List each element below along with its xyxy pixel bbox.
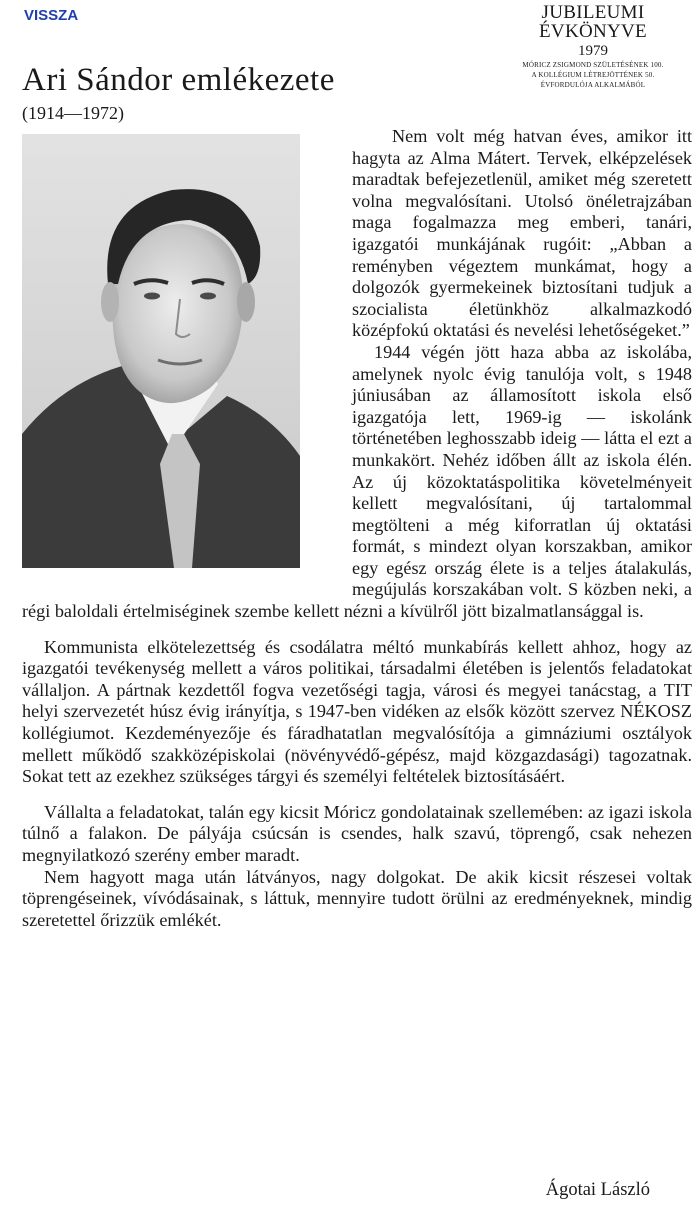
author-signature: Ágotai László [545,1180,650,1200]
yearbook-title: JUBILEUMI ÉVKÖNYVE [539,2,647,42]
yearbook-subtitle-line: A KOLLÉGIUM LÉTREJÖTTÉNEK 50. [531,71,655,80]
article-title: Ari Sándor emlékezete [22,62,335,98]
yearbook-subtitle-line: MÓRICZ ZSIGMOND SZÜLETÉSÉNEK 100. [522,61,664,69]
life-dates: (1914—1972) [22,103,124,123]
yearbook-subtitle-line: ÉVFORDULÓJA ALKALMÁBÓL [540,81,646,90]
article-paragraph: Kommunista elkötelezettség és csodálatra méltó munkabírás kellett ahhoz, hogy az igazgatói tevékenység mellett a város politikai, társadalmi életében is jelentős feladatokat vállaljon. A pártnak kezdettől fogva vezetőségi tagja, városi és megyei tanácstag, a TIT helyi szervezetét húsz évig irányítja, s 1947-ben vidéken az elsők között szervez NÉKOSZ kollégiumot. Kezdeményezője és fáradhatatlan megvalósítója a gimnáziumi osztályok mellett működő szakközépiskolai (növényvédő-gépész, majd közgazdasági) tagozatnak. Sokat tett az ezekhez szükséges tárgyi és személyi feltételek biztosításáért. [22,636,692,787]
article-paragraph: Nem hagyott maga után látványos, nagy dolgokat. De akik kicsit részesei voltak töprengéseinek, vívódásainak, s láttuk, mennyire tudott örülni az eredményeknek, mindig szeretettel őrizzük emlékét. [22,866,692,930]
portrait-wrap-space [22,126,352,588]
article-paragraph: 1944 végén jött haza abba az iskolába, amelynek nyolc évig tanulója volt, s 1948 júniusában az államosított iskola első igazgatója lett, 1969-ig — iskolánk történetében leghosszabb ideig — látta el ezt a munkakört. Nehéz időben állt az iskola élén. Az új közoktatáspolitika követelményeit kellett megvalósítani, új tartalommal megtölteni a még kiforratlan új oktatási formát, s mindezt olyan korszakban, amikor egy egész ország élete is a teljes átalakulás, megújulás korszakában volt. S közben neki, a régi baloldali értelmiséginek szembe kellett nézni a kívülről jött bizalmatlansággal is. [22,341,692,622]
back-link[interactable]: VISSZA [24,7,79,24]
article-paragraph: Nem volt még hatvan éves, amikor itt hagyta az Alma Mátert. Tervek, elképzelések maradtak befejezetlenül, amiket még szeretett volna megvalósítani. Utolsó önéletrajzában maga fogalmazza meg emberi, tanári, igazgatói munkájának rugóit: „Abban a reményben végeztem munkámat, hogy a dolgozók gyermekeinek biztosítani tudjuk a szocialista életünkhöz alkalmazkodó középfokú oktatási és nevelési lehetőségeket.” [352,126,692,341]
article-body [22,126,692,931]
yearbook-year: 1979 [578,43,608,59]
yearbook-masthead [494,3,692,89]
article-paragraph: Vállalta a feladatokat, talán egy kicsit Móricz gondolatainak szellemében: az igazi iskola túlnő a falakon. De pályája csúcsán is csendes, halk szavú, töprengő, csak nehezen megnyilatkozó szerény ember maradt. [22,801,692,865]
